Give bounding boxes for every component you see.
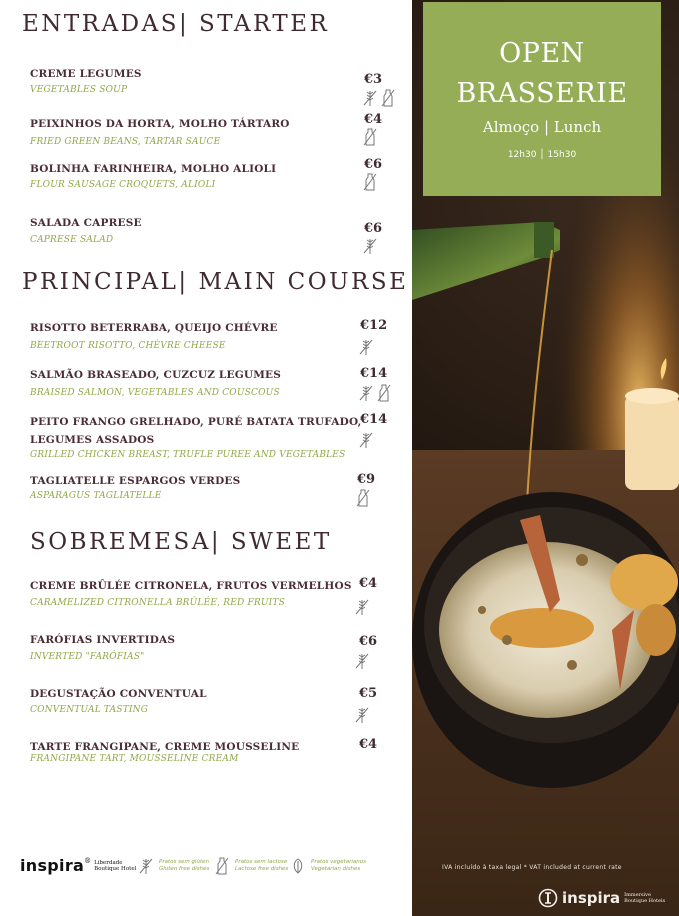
menu-item-name: PEIXINHOS DA HORTA, MOLHO TÁRTARO: [30, 118, 290, 130]
section-title-starter: ENTRADAS| STARTER: [22, 11, 330, 37]
gluten-free-icon: [358, 337, 374, 357]
brand-sub1: Liberdade: [94, 859, 123, 866]
menu-item-price: €6: [359, 634, 378, 649]
menu-item-price: €5: [359, 686, 378, 701]
diet-icons: [362, 127, 378, 147]
menu-item-name: DEGUSTAÇÃO CONVENTUAL: [30, 688, 207, 700]
gluten-free-icon: [362, 88, 378, 108]
menu-item-price: €6: [364, 157, 383, 172]
diet-icons: [354, 705, 370, 725]
diet-icons: [354, 651, 370, 671]
menu-item-translation: GRILLED CHICKEN BREAST, TRUFLE PUREE AND VEGETABLES: [30, 450, 346, 460]
open-title-line2: BRASSERIE: [456, 78, 628, 109]
menu-item-price: €12: [360, 318, 388, 333]
gluten-free-icon: [354, 705, 370, 725]
legend-gluten-free: [136, 856, 209, 876]
menu-item-price: €14: [360, 366, 388, 381]
open-title-line1: OPEN: [499, 38, 585, 69]
section-title-main: PRINCIPAL| MAIN COURSE: [22, 269, 409, 295]
brand2-sub2: Boutique Hotels: [624, 898, 666, 904]
diet-icons: [358, 430, 374, 450]
menu-item-price: €9: [357, 472, 376, 487]
gluten-free-icon: [354, 597, 370, 617]
menu-item-translation: CAPRESE SALAD: [30, 235, 114, 245]
diet-icons: [362, 88, 396, 108]
gluten-free-icon: [362, 236, 378, 256]
brand-logo-secondary: [538, 888, 665, 908]
gluten-free-icon: [358, 430, 374, 450]
menu-item-name: CREME LEGUMES: [30, 68, 142, 80]
diet-icons: [362, 236, 378, 256]
menu-item-name: BOLINHA FARINHEIRA, MOLHO ALIOLI: [30, 163, 277, 175]
menu-item-translation: FRIED GREEN BEANS, TARTAR SAUCE: [30, 137, 221, 147]
lactose-free-icon: [362, 172, 378, 192]
menu-item-price: €3: [364, 72, 383, 87]
menu-item-name: CREME BRÛLÉE CITRONELA, FRUTOS VERMELHOS: [30, 580, 352, 592]
menu-item-translation: ASPARAGUS TAGLIATELLE: [30, 491, 162, 501]
menu-item-name: TARTE FRANGIPANE, CREME MOUSSELINE: [30, 741, 300, 753]
menu-item-price: €6: [364, 221, 383, 236]
menu-item-name: PEITO FRANGO GRELHADO, PURÉ BATATA TRUFADO,: [30, 416, 362, 428]
diet-icons: [358, 337, 374, 357]
brand-name-secondary: inspira: [562, 889, 621, 907]
legend-gluten-en: Gluten free dishes: [159, 866, 210, 872]
menu-item-price: €4: [364, 112, 383, 127]
menu-item-price: €4: [359, 576, 378, 591]
lactose-free-icon: [362, 127, 378, 147]
diet-icons: [355, 488, 371, 508]
lactose-free-icon: [376, 383, 392, 403]
gluten-free-icon: [136, 856, 156, 876]
legend-veg-pt: Pratos vegetarianos: [311, 859, 366, 865]
inspira-logo-icon: [538, 888, 558, 908]
gluten-free-icon: [358, 383, 374, 403]
vat-note: IVA incluído à taxa legal * VAT included at current rate: [442, 864, 622, 871]
menu-item-translation: INVERTED "FARÓFIAS": [30, 652, 145, 662]
lactose-free-icon: [380, 88, 396, 108]
diet-icons: [354, 597, 370, 617]
brand-sub2: Boutique Hotel: [94, 865, 137, 872]
menu-item-price: €4: [359, 737, 378, 752]
menu-item-name: SALADA CAPRESE: [30, 217, 142, 229]
diet-icons: [358, 383, 392, 403]
lactose-free-icon: [212, 856, 232, 876]
legend-veg-en: Vegetarian dishes: [311, 866, 361, 872]
menu-item-translation: VEGETABLES SOUP: [30, 85, 128, 95]
lactose-free-icon: [355, 488, 371, 508]
menu-item-price: €14: [360, 412, 388, 427]
legend-gluten-pt: Pratos sem glúten: [159, 859, 209, 865]
menu-item-translation: CARAMELIZED CITRONELLA BRÛLÉE, RED FRUITS: [30, 598, 286, 608]
open-brasserie-box: [423, 2, 661, 196]
menu-item-translation: FLOUR SAUSAGE CROQUETS, ALIOLI: [30, 180, 216, 190]
brand2-sub1: Immersive: [624, 892, 651, 898]
menu-item-name: SALMÃO BRASEADO, CUZCUZ LEGUMES: [30, 369, 282, 381]
service-label: Almoço | Lunch: [482, 118, 602, 136]
brand-logo: inspira ® Liberdade Boutique Hotel: [20, 856, 137, 875]
diet-icons: [362, 172, 378, 192]
gluten-free-icon: [354, 651, 370, 671]
legend-lactose-free: [212, 856, 288, 876]
menu-item-name: FARÓFIAS INVERTIDAS: [30, 634, 176, 646]
menu-item-translation: FRANGIPANE TART, MOUSSELINE CREAM: [30, 754, 239, 764]
menu-item-name: RISOTTO BETERRABA, QUEIJO CHÉVRE: [30, 322, 278, 334]
menu-item-translation: BRAISED SALMON, VEGETABLES AND COUSCOUS: [30, 388, 280, 398]
legend-lactose-pt: Pratos sem lactose: [235, 859, 288, 865]
menu-item-translation: CONVENTUAL TASTING: [30, 705, 149, 715]
menu-item-name-line2: LEGUMES ASSADOS: [30, 434, 155, 446]
brand-name: inspira: [20, 856, 85, 875]
service-hours: 12h30 │ 15h30: [507, 150, 577, 160]
vegetarian-icon: [288, 856, 308, 876]
legend-lactose-en: Lactose free dishes: [235, 866, 289, 872]
menu-item-translation: BEETROOT RISOTTO, CHÈVRE CHEESE: [30, 341, 226, 351]
legend-vegetarian: [288, 856, 366, 876]
section-title-sweet: SOBREMESA| SWEET: [30, 529, 332, 555]
menu-item-name: TAGLIATELLE ESPARGOS VERDES: [30, 475, 241, 487]
